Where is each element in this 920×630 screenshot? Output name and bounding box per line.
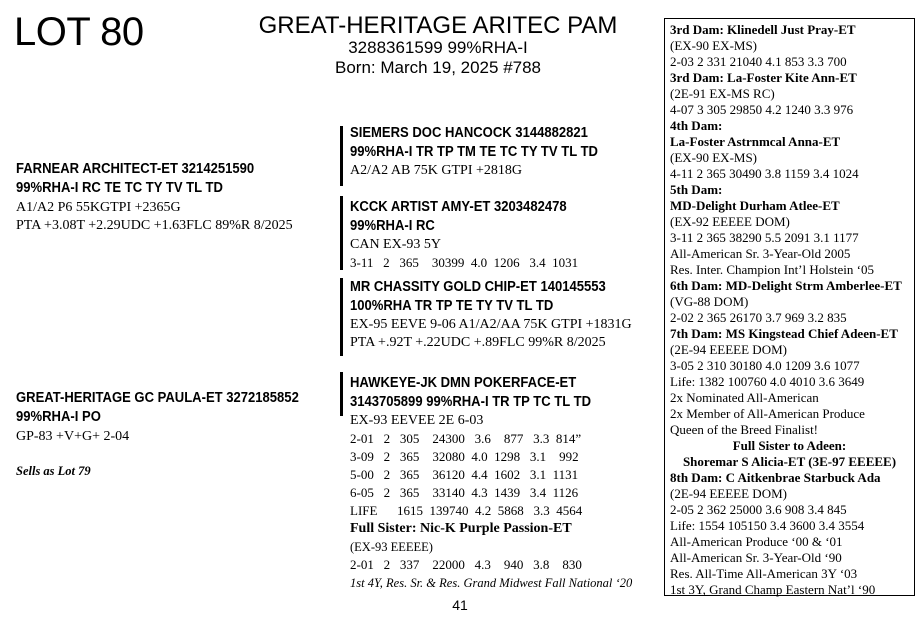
lineage-line: 4-07 3 305 29850 4.2 1240 3.3 976 bbox=[670, 102, 854, 117]
sire-dam-record: 3-11 2 365 30399 4.0 1206 3.4 1031 bbox=[350, 255, 579, 270]
sire-dam-name: KCCK ARTIST AMY-ET 3203482478 bbox=[350, 199, 567, 215]
dam-dam-record-2: 3-09 2 365 32080 4.0 1298 3.1 992 bbox=[350, 449, 579, 464]
dam-block bbox=[16, 389, 330, 480]
sells-note: Sells as Lot 79 bbox=[16, 464, 91, 478]
dam-name: GREAT-HERITAGE GC PAULA-ET 3272185852 bbox=[16, 390, 299, 406]
dam-sire-name: MR CHASSITY GOLD CHIP-ET 140145553 bbox=[350, 279, 606, 295]
lineage-line: 5th Dam: bbox=[670, 182, 723, 197]
birth-date: Born: March 19, 2025 #788 bbox=[334, 58, 542, 77]
lineage-line: (2E-94 EEEEE DOM) bbox=[670, 486, 787, 501]
animal-name: GREAT-HERITAGE ARITEC PAM bbox=[258, 12, 618, 39]
lineage-line: 3rd Dam: La-Foster Kite Ann-ET bbox=[670, 70, 857, 85]
lineage-line: Full Sister to Adeen: bbox=[732, 438, 847, 453]
lineage-line: 4th Dam: bbox=[670, 118, 723, 133]
sire-line2: PTA +3.08T +2.29UDC +1.63FLC 89%R 8/2025 bbox=[16, 218, 293, 233]
lineage-line: 4-11 2 365 30490 3.8 1159 3.4 1024 bbox=[670, 166, 859, 181]
lineage-line: Life: 1382 100760 4.0 4010 3.6 3649 bbox=[670, 374, 865, 389]
full-sister-record: 2-01 2 337 22000 4.3 940 3.8 830 bbox=[350, 557, 582, 572]
lineage-line: 1st 3Y, Grand Champ Eastern Nat’l ‘90 bbox=[670, 582, 876, 597]
lineage-line: Life: 1554 105150 3.4 3600 3.4 3554 bbox=[670, 518, 865, 533]
dam-line1: GP-83 +V+G+ 2-04 bbox=[16, 429, 130, 444]
full-sister-note: 1st 4Y, Res. Sr. & Res. Grand Midwest Fall National ‘20 bbox=[350, 576, 633, 590]
lineage-line: (VG-88 DOM) bbox=[670, 294, 749, 309]
sire-tags: 99%RHA-I RC TE TC TY TV TL TD bbox=[16, 180, 223, 196]
sire-sire-tags: 99%RHA-I TR TP TM TE TC TY TV TL TD bbox=[350, 144, 598, 160]
bracket-dam-dam bbox=[340, 372, 343, 416]
lineage-line: (EX-92 EEEEE DOM) bbox=[670, 214, 790, 229]
lot-number: LOT 80 bbox=[14, 10, 144, 54]
page-number: 41 bbox=[452, 597, 468, 613]
lineage-line: All-American Sr. 3-Year-Old ‘90 bbox=[670, 550, 842, 565]
sire-sire-line: A2/A2 AB 75K GTPI +2818G bbox=[350, 163, 523, 178]
bracket-sire-dam bbox=[340, 196, 343, 270]
lineage-line: 2-03 2 331 21040 4.1 853 3.3 700 bbox=[670, 54, 847, 69]
dam-tags: 99%RHA-I PO bbox=[16, 409, 101, 425]
dam-dam-tags: 3143705899 99%RHA-I TR TP TC TL TD bbox=[350, 394, 592, 410]
lineage-line: (EX-90 EX-MS) bbox=[670, 38, 758, 53]
dam-sire-line2: PTA +.92T +.22UDC +.89FLC 99%R 8/2025 bbox=[350, 335, 606, 350]
sire-block bbox=[16, 160, 293, 235]
lineage-line: 7th Dam: MS Kingstead Chief Adeen-ET bbox=[670, 326, 898, 341]
bracket-sire-sire bbox=[340, 126, 343, 186]
dam-sire-tags: 100%RHA TR TP TE TY TV TL TD bbox=[350, 298, 554, 314]
dam-dam-block bbox=[350, 374, 632, 592]
sire-dam-block bbox=[350, 198, 591, 272]
sire-sire-name: SIEMERS DOC HANCOCK 3144882821 bbox=[350, 125, 588, 141]
dam-dam-record-4: 6-05 2 365 33140 4.3 1439 3.4 1126 bbox=[350, 485, 579, 500]
lineage-line: 3-11 2 365 38290 5.5 2091 3.1 1177 bbox=[670, 230, 859, 245]
lineage-line: All-American Produce ‘00 & ‘01 bbox=[670, 534, 843, 549]
dam-dam-record-3: 5-00 2 365 36120 4.4 1602 3.1 1131 bbox=[350, 467, 579, 482]
dam-dam-record-1: 2-01 2 305 24300 3.6 877 3.3 814” bbox=[350, 431, 582, 446]
registration: 3288361599 99%RHA-I bbox=[348, 38, 528, 57]
lineage-line: 2-02 2 365 26170 3.7 969 3.2 835 bbox=[670, 310, 847, 325]
full-sister-line: (EX-93 EEEEE) bbox=[350, 540, 433, 554]
lineage-line: MD-Delight Durham Atlee-ET bbox=[670, 198, 840, 213]
lineage-line: All-American Sr. 3-Year-Old 2005 bbox=[670, 246, 851, 261]
lineage-line: 2x Member of All-American Produce bbox=[670, 406, 865, 421]
lineage-line: Shoremar S Alicia-ET (3E-97 EEEEE) bbox=[682, 454, 897, 469]
lineage-line: Queen of the Breed Finalist! bbox=[670, 422, 819, 437]
dam-lineage-lines bbox=[670, 22, 909, 598]
dam-dam-record-life: LIFE 1615 139740 4.2 5868 3.3 4564 bbox=[350, 503, 583, 518]
lineage-line: 8th Dam: C Aitkenbrae Starbuck Ada bbox=[670, 470, 881, 485]
lineage-line: 6th Dam: MD-Delight Strm Amberlee-ET bbox=[670, 278, 902, 293]
sire-name: FARNEAR ARCHITECT-ET 3214251590 bbox=[16, 161, 255, 177]
sire-line1: A1/A2 P6 55KGTPI +2365G bbox=[16, 200, 181, 215]
sire-dam-line: CAN EX-93 5Y bbox=[350, 237, 441, 252]
dam-sire-line1: EX-95 EEVE 9-06 A1/A2/AA 75K GTPI +1831G bbox=[350, 317, 632, 332]
lineage-line: Res. All-Time All-American 3Y ‘03 bbox=[670, 566, 858, 581]
bracket-dam-sire bbox=[340, 278, 343, 356]
dam-dam-name: HAWKEYE-JK DMN POKERFACE-ET bbox=[350, 375, 577, 391]
lineage-line: Res. Inter. Champion Int’l Holstein ‘05 bbox=[670, 262, 875, 277]
dam-lineage-box bbox=[664, 18, 915, 596]
lineage-line: 2-05 2 362 25000 3.6 908 3.4 845 bbox=[670, 502, 847, 517]
lineage-line: La-Foster Astrnmcal Anna-ET bbox=[670, 134, 841, 149]
lineage-line: (2E-94 EEEEE DOM) bbox=[670, 342, 787, 357]
lineage-line: 3-05 2 310 30180 4.0 1209 3.6 1077 bbox=[670, 358, 860, 373]
lineage-line: (EX-90 EX-MS) bbox=[670, 150, 758, 165]
full-sister-title: Full Sister: Nic-K Purple Passion-ET bbox=[350, 521, 572, 536]
sire-dam-tags: 99%RHA-I RC bbox=[350, 218, 435, 234]
dam-sire-block bbox=[350, 278, 634, 352]
sire-sire-block bbox=[350, 124, 626, 180]
lineage-line: 2x Nominated All-American bbox=[670, 390, 819, 405]
lineage-line: (2E-91 EX-MS RC) bbox=[670, 86, 775, 101]
dam-dam-line: EX-93 EEVEE 2E 6-03 bbox=[350, 413, 484, 428]
lineage-line: 3rd Dam: Klinedell Just Pray-ET bbox=[670, 22, 856, 37]
